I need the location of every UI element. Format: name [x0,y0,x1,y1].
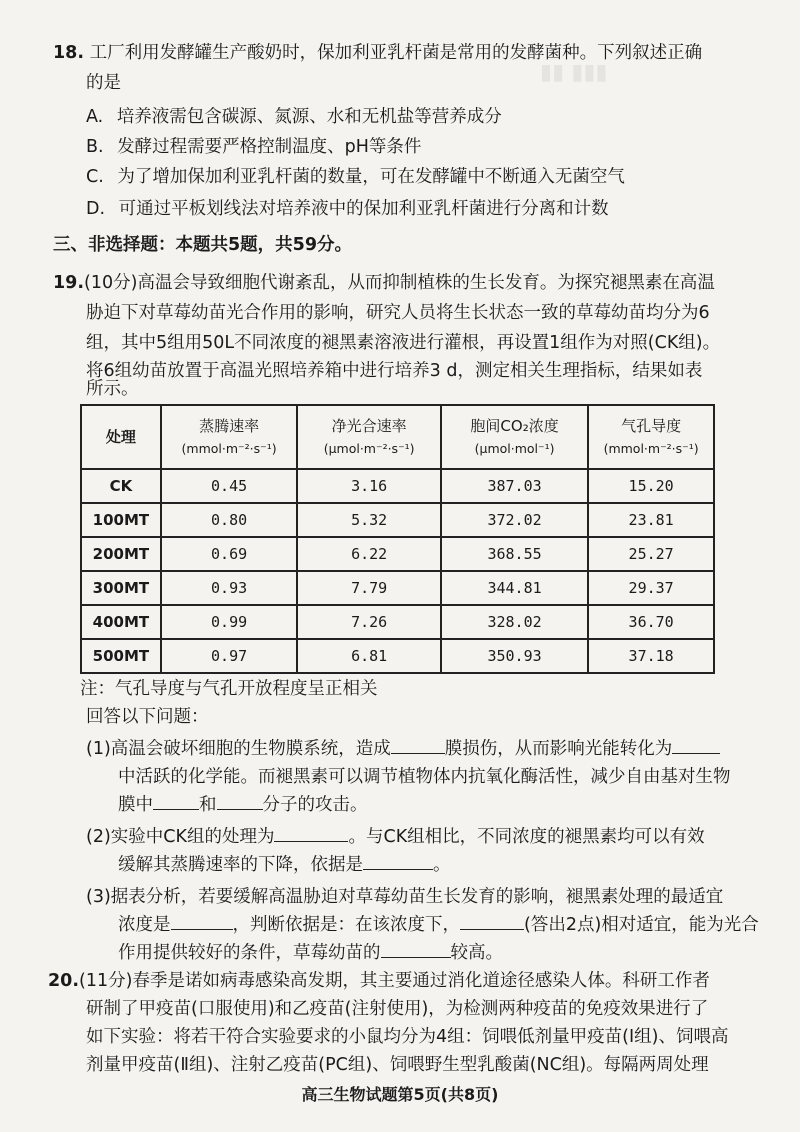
table-cell: 36.70 [588,605,714,639]
table-header-cell: 处理 [81,405,161,469]
answer-blank[interactable] [217,793,263,810]
q19-sub3-line3 [118,940,503,966]
option-label: B. [86,137,104,157]
sub1-text: 膜损伤，从而影响光能转化为 [444,739,673,759]
q18-option-d[interactable] [86,196,609,222]
q19-intro-text: (10分)高温会导致细胞代谢紊乱，从而抑制植株的生长发育。为探究褪黑素在高温 [84,273,715,293]
q19-intro-line5: 所示。 [86,379,139,399]
table-row [81,537,714,571]
table-cell: 6.81 [297,639,441,673]
table-header-cell: 气孔导度 (mmol·m⁻²·s⁻¹) [588,405,714,469]
option-text: 培养液需包含碳源、氮源、水和无机盐等营养成分 [116,107,502,127]
answer-blank[interactable] [171,913,233,930]
q19-data-table [80,404,715,674]
option-label: D. [86,199,106,219]
q20-line2: 研制了甲疫苗(口服使用)和乙疫苗(注射使用)，为检测两种疫苗的免疫效果进行了 [86,999,709,1019]
table-row [81,639,714,673]
q19-sub2-line2 [118,852,451,878]
table-header-cell: 净光合速率 (μmol·m⁻²·s⁻¹) [297,405,441,469]
sub2-text: 。 [433,855,451,875]
table-header-row [81,405,714,469]
q19-number: 19. [53,273,85,293]
answer-blank[interactable] [363,853,433,870]
table-cell: 0.99 [161,605,298,639]
q20-number: 20. [48,971,80,991]
table-cell-treatment: 500MT [81,639,161,673]
table-cell: 3.16 [297,469,441,503]
q18-option-a[interactable] [86,104,502,130]
table-row [81,571,714,605]
q19-sub1-line1 [86,736,720,762]
option-text: 可通过平板划线法对培养液中的保加利亚乳杆菌进行分离和计数 [118,199,609,219]
q19-intro-line3: 组，其中5组用50L不同浓度的褪黑素溶液进行灌根，再设置1组作为对照(CK组)。 [86,333,721,353]
table-cell: 344.81 [441,571,588,605]
answer-blank[interactable] [381,941,451,958]
table-header-cell: 胞间CO₂浓度 (μmol·mol⁻¹) [441,405,588,469]
q19-answer-prompt: 回答以下问题： [86,707,209,727]
sub3-text: ，判断依据是：在该浓度下， [232,915,460,935]
q18-stem-text: 工厂利用发酵罐生产酸奶时，保加利亚乳杆菌是常用的发酵菌种。下列叙述正确 [89,43,703,63]
q18-option-c[interactable] [86,164,625,190]
table-cell: 6.22 [297,537,441,571]
table-cell: 7.79 [297,571,441,605]
option-label: A. [86,107,104,127]
table-row [81,503,714,537]
sub2-text: 。与CK组相比，不同浓度的褪黑素均可以有效 [348,827,705,847]
sub2-text: 缓解其蒸腾速率的下降，依据是 [118,855,363,875]
option-text: 为了增加保加利亚乳杆菌的数量，可在发酵罐中不断通入无菌空气 [117,167,625,187]
q19-sub3-line1: (3)据表分析，若要缓解高温胁迫对草莓幼苗生长发育的影响，褪黑素处理的最适宜 [86,887,724,907]
sub1-text: 和 [199,795,217,815]
sub3-text: 较高。 [450,943,503,963]
q20-line1 [48,968,710,994]
answer-blank[interactable] [153,793,199,810]
table-cell: 372.02 [441,503,588,537]
table-cell: 350.93 [441,639,588,673]
table-cell-treatment: 400MT [81,605,161,639]
answer-blank[interactable] [672,737,720,754]
table-cell-treatment: 200MT [81,537,161,571]
answer-blank[interactable] [391,737,445,754]
q20-line4: 剂量甲疫苗(Ⅱ组)、注射乙疫苗(PC组)、饲喂野生型乳酸菌(NC组)。每隔两周处理 [86,1055,709,1075]
table-cell: 387.03 [441,469,588,503]
q19-sub1-line3 [118,792,368,818]
table-cell-treatment: 300MT [81,571,161,605]
table-row [81,605,714,639]
table-cell: 7.26 [297,605,441,639]
q19-sub3-line2 [118,912,759,938]
table-row [81,469,714,503]
bleed-through-mark: ▮▮ ▮▮▮ [540,60,608,85]
sub1-text: 分子的攻击。 [262,795,368,815]
sub3-text: 浓度是 [118,915,171,935]
q19-intro-line2: 胁迫下对草莓幼苗光合作用的影响，研究人员将生长状态一致的草莓幼苗均分为6 [86,303,710,323]
answer-blank[interactable] [460,913,524,930]
sub1-text: (1)高温会破坏细胞的生物膜系统，造成 [86,739,391,759]
q18-stem-line2: 的是 [86,73,121,93]
option-text: 发酵过程需要严格控制温度、pH等条件 [117,137,422,157]
sub2-text: (2)实验中CK组的处理为 [86,827,275,847]
sub1-text: 膜中 [118,795,153,815]
sub3-text: (答出2点)相对适宜，能为光合 [524,915,759,935]
table-cell: 0.97 [161,639,298,673]
q19-table-note: 注：气孔导度与气孔开放程度呈正相关 [80,679,378,699]
section3-title: 三、非选择题：本题共5题，共59分。 [53,235,353,255]
table-cell: 37.18 [588,639,714,673]
table-cell: 368.55 [441,537,588,571]
sub3-text: 作用提供较好的条件，草莓幼苗的 [118,943,381,963]
table-header-cell: 蒸腾速率 (mmol·m⁻²·s⁻¹) [161,405,298,469]
table-cell-treatment: 100MT [81,503,161,537]
table-cell: 0.45 [161,469,298,503]
page-footer: 高三生物试题第5页(共8页) [301,1085,499,1104]
q19-sub2-line1 [86,824,705,850]
table-cell-treatment: CK [81,469,161,503]
q19-intro-line4: 将6组幼苗放置于高温光照培养箱中进行培养3 d，测定相关生理指标，结果如表 [86,361,703,381]
q18-stem-line1 [53,40,702,66]
table-cell: 15.20 [588,469,714,503]
q18-number: 18. [53,43,85,63]
answer-blank[interactable] [274,825,348,842]
q19-intro-line1 [53,270,715,296]
q20-line3: 如下实验：将若干符合实验要求的小鼠均分为4组：饲喂低剂量甲疫苗(Ⅰ组)、饲喂高 [86,1027,729,1047]
q19-sub1-line2: 中活跃的化学能。而褪黑素可以调节植物体内抗氧化酶活性，减少自由基对生物 [118,767,731,787]
option-label: C. [86,167,104,187]
table-cell: 0.80 [161,503,298,537]
q18-option-b[interactable] [86,134,421,160]
table-cell: 23.81 [588,503,714,537]
table-cell: 0.93 [161,571,298,605]
table-cell: 25.27 [588,537,714,571]
table-cell: 328.02 [441,605,588,639]
table-cell: 5.32 [297,503,441,537]
q20-text: (11分)春季是诺如病毒感染高发期，其主要通过消化道途径感染人体。科研工作者 [79,971,710,991]
table-cell: 0.69 [161,537,298,571]
table-cell: 29.37 [588,571,714,605]
